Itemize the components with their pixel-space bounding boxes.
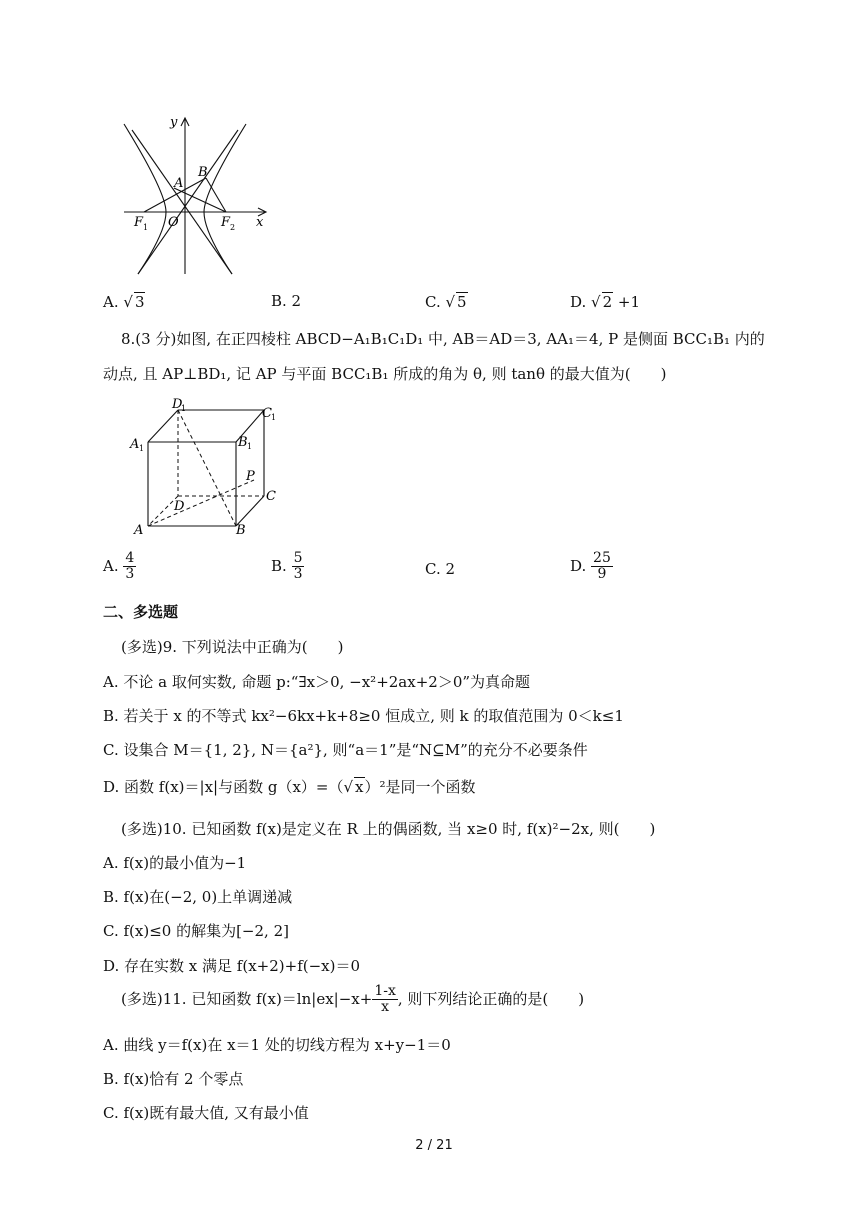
page-number: 2 / 21 [415,1138,453,1153]
fig1-label-y: y [170,115,178,130]
hyperbola-figure [118,112,278,278]
q9-option-b: B. 若关于 x 的不等式 kx²−6kx+k+8≥0 恒成立, 则 k 的取值范围为 0＜k≤1 [103,707,624,725]
fig1-label-f1: F [134,215,144,230]
q11-option-a: A. 曲线 y＝f(x)在 x＝1 处的切线方程为 x+y−1＝0 [103,1036,451,1054]
fig2-label-a1: A [130,437,140,452]
fig1-label-f2: F [221,215,231,230]
section-heading: 二、多选题 [103,603,179,621]
fig2-label-c1: C [262,406,272,421]
q10-option-a: A. f(x)的最小值为−1 [103,854,247,872]
fig1-label-f2-sub: 2 [230,223,236,232]
fig2-label-b: B [236,523,246,538]
fig1-label-a: A [174,176,184,191]
q8-stem-line2: 动点, 且 AP⊥BD₁, 记 AP 与平面 BCC₁B₁ 所成的角为 θ, 则 tanθ 的最大值为( ) [103,365,667,383]
fig2-label-d: D [174,499,185,514]
prism-figure [128,396,288,538]
fig1-label-o: O [168,215,179,230]
fig2-label-p: P [246,469,255,484]
fig2-label-c: C [266,489,276,504]
q7-option-d: D. √ 2 +1 [570,293,641,311]
q7-option-a: A. √ 3 [103,293,145,311]
fig1-label-x: x [256,215,264,230]
q10-stem: (多选)10. 已知函数 f(x)是定义在 R 上的偶函数, 当 x≥0 时, f(x)²−2x, 则( ) [121,820,656,838]
q8-option-d: D. $\frac{25}{9}$ [570,550,611,583]
q9-option-c: C. 设集合 M＝{1, 2}, N＝{a²}, 则“a＝1”是“N⊆M”的充分不必要条件 [103,741,588,759]
svg-text:1: 1 [247,442,253,451]
fig1-label-b: B [198,165,208,180]
q11-option-b: B. f(x)恰有 2 个零点 [103,1070,244,1088]
q8-option-c: C. 2 [425,560,456,578]
q8-stem-line1: 8.(3 分)如图, 在正四棱柱 ABCD−A₁B₁C₁D₁ 中, AB＝AD＝3, AA₁＝4, P 是侧面 BCC₁B₁ 内的 [121,330,765,348]
q8-option-a: A. $\frac{4}{3}$ [103,550,135,583]
fig1-label-f1-sub: 1 [143,223,149,232]
q7-option-c: C. √ 5 [425,293,467,311]
q10-option-b: B. f(x)在(−2, 0)上单调递减 [103,888,293,906]
q9-option-d: D. 函数 f(x)＝|x|与函数 g（x）=（√ x）²是同一个函数 [103,778,476,796]
svg-text:1: 1 [271,413,277,422]
fig2-label-b1: B [238,435,248,450]
q9-stem: (多选)9. 下列说法中正确为( ) [121,638,344,656]
q9-option-a: A. 不论 a 取何实数, 命题 p:“∃x＞0, −x²+2ax+2＞0”为真命题 [103,673,531,691]
q10-option-c: C. f(x)≤0 的解集为[−2, 2] [103,922,289,940]
svg-text:1: 1 [139,444,145,453]
q11-stem: (多选)11. 已知函数 f(x)＝ln|ex|−x+ $\frac{1-x}{x}$ , 则下列结论正确的是( ) [121,983,585,1016]
q8-option-b: B. $\frac{5}{3}$ [271,550,303,583]
q7-option-b: B. 2 [271,292,302,310]
q11-option-c: C. f(x)既有最大值, 又有最小值 [103,1104,309,1122]
fig2-label-d1: D [172,397,183,412]
fig2-label-a: A [134,523,144,538]
q10-option-d: D. 存在实数 x 满足 f(x+2)+f(−x)＝0 [103,957,361,975]
svg-text:1: 1 [181,404,187,413]
